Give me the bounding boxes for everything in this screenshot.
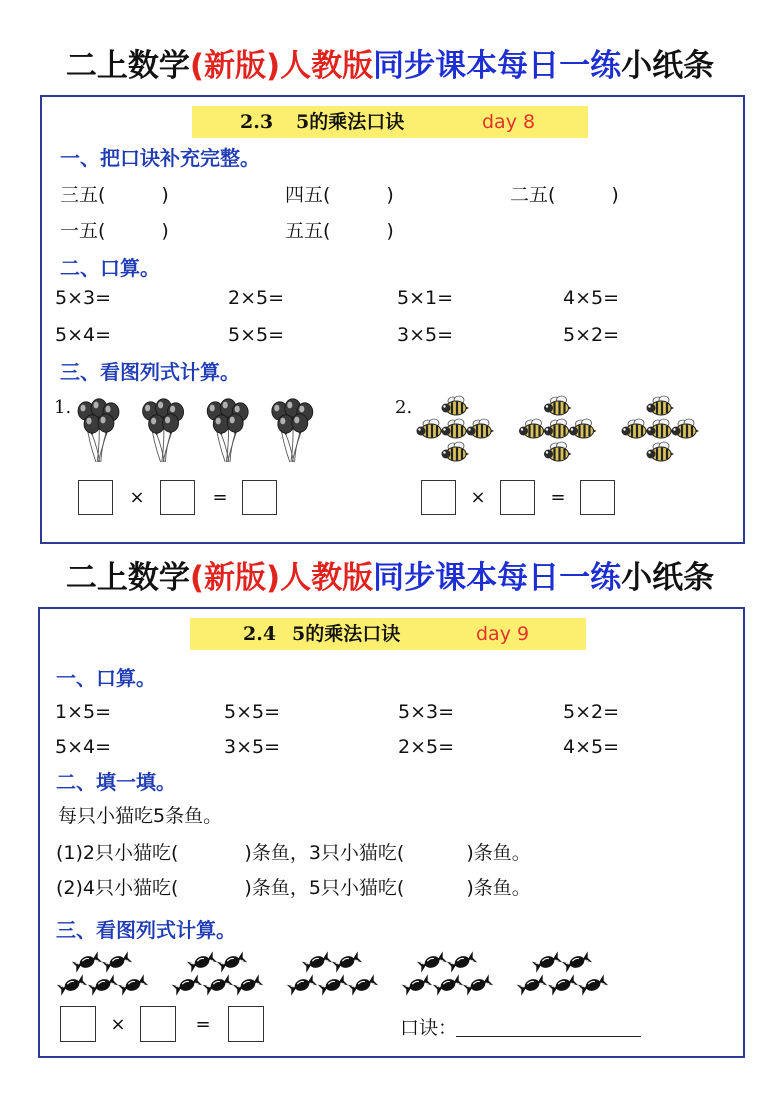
balloon (149, 415, 165, 435)
mental-math-item: 5×4= (55, 324, 112, 346)
balloon-bunch-icon (272, 399, 313, 462)
balloon-string (230, 433, 235, 462)
candy-group (172, 951, 263, 996)
rhyme-prompt: 五五( (285, 220, 331, 242)
close-paren: ) (386, 220, 394, 242)
section-heading-picture-problems: 三、看图列式计算。 (56, 918, 236, 942)
balloon-string (295, 433, 300, 462)
rhyme-prompt: 四五( (285, 184, 331, 206)
answer-blank[interactable] (105, 186, 161, 206)
answer-box-factor-1[interactable] (421, 480, 456, 515)
balloon (292, 414, 308, 434)
candy-icon (287, 974, 317, 996)
bee-icon (647, 396, 675, 415)
title-series: 同步课本每日一练 (373, 48, 622, 84)
candy-icon (578, 974, 608, 996)
candy-icon (417, 951, 447, 973)
balloon-picture-svg (74, 398, 320, 464)
rhyme-label: 口诀： (400, 1017, 458, 1039)
answer-blank[interactable] (404, 879, 466, 899)
bee-icon (647, 419, 675, 438)
sentence-text: (2)4只小猫吃( (56, 877, 179, 899)
bee-icon (442, 396, 470, 415)
page-title (0, 558, 780, 598)
rhyme-prompt: 一五( (60, 220, 106, 242)
balloon-string (101, 433, 106, 462)
answer-blank[interactable] (555, 186, 611, 206)
lesson-banner (190, 618, 586, 650)
bee-icon (442, 419, 470, 438)
candy-icon (433, 974, 463, 996)
equals-sign: = (195, 1014, 211, 1035)
mental-math-item: 2×5= (228, 287, 285, 309)
candy-icon (302, 951, 332, 973)
candy-icon (72, 951, 102, 973)
section-heading-mental-math: 一、口算。 (56, 666, 156, 690)
candy-picture (56, 950, 656, 1000)
times-sign: × (110, 1014, 126, 1035)
mental-math-item: 3×5= (397, 324, 454, 346)
title-suffix: 小纸条 (621, 560, 715, 596)
candy-picture-svg (56, 950, 656, 1000)
balloon-picture (74, 398, 320, 464)
section-heading-picture-problems: 三、看图列式计算。 (60, 360, 240, 384)
candy-icon (332, 951, 362, 973)
bee-icon (519, 419, 547, 438)
title-edition: (新版)人教版 (189, 48, 374, 84)
close-paren: ) (611, 184, 619, 206)
rhyme-item (60, 182, 169, 208)
candy-group (287, 951, 378, 996)
candy-icon (548, 974, 578, 996)
answer-blank[interactable] (178, 879, 244, 899)
candy-icon (233, 974, 263, 996)
lesson-banner (192, 106, 588, 138)
rhyme-item (60, 218, 169, 244)
bee-picture-svg (412, 396, 702, 466)
rhyme-item (510, 182, 619, 208)
mental-math-item: 4×5= (563, 736, 620, 758)
candy-icon (57, 974, 87, 996)
mental-math-item: 2×5= (398, 736, 455, 758)
balloon (213, 415, 229, 435)
bee-icon (442, 442, 470, 461)
section-heading-mental-math: 二、口算。 (60, 256, 160, 280)
section-heading-fill-in: 二、填一填。 (56, 770, 176, 794)
bee-icon (417, 419, 445, 438)
bee-icon (544, 396, 572, 415)
candy-icon (102, 951, 132, 973)
answer-blank[interactable] (330, 186, 386, 206)
bee-icon (467, 419, 495, 438)
rhyme-item (285, 182, 394, 208)
answer-blank[interactable] (404, 844, 466, 864)
balloon-bunch-icon (78, 399, 119, 462)
title-suffix: 小纸条 (621, 48, 715, 84)
candy-icon (118, 974, 148, 996)
times-sign: × (129, 487, 145, 508)
lesson-number: 2.3 (240, 111, 274, 133)
candy-icon (187, 951, 217, 973)
balloon (278, 415, 294, 435)
sentence-text: )条鱼。 (466, 842, 531, 864)
title-grade-subject: 二上数学 (65, 48, 190, 84)
candy-group (57, 951, 148, 996)
close-paren: ) (161, 184, 169, 206)
mental-math-item: 1×5= (55, 701, 112, 723)
title-edition: (新版)人教版 (189, 560, 374, 596)
balloon-string (165, 433, 170, 462)
candy-icon (217, 951, 247, 973)
bee-group (519, 396, 597, 461)
mental-math-item: 5×2= (563, 701, 620, 723)
equals-sign: = (212, 487, 228, 508)
mental-math-item: 3×5= (224, 736, 281, 758)
close-paren: ) (386, 184, 394, 206)
fill-in-prompt: 每只小猫吃5条鱼。 (58, 805, 223, 827)
bee-group (622, 396, 700, 461)
candy-icon (562, 951, 592, 973)
balloon (227, 414, 243, 434)
answer-box-factor-1[interactable] (78, 480, 113, 515)
balloon (163, 414, 179, 434)
answer-box-product[interactable] (228, 1006, 264, 1042)
mental-math-item: 5×5= (224, 701, 281, 723)
candy-icon (463, 974, 493, 996)
rhyme-prompt: 二五( (510, 184, 556, 206)
candy-icon (348, 974, 378, 996)
bee-icon (569, 419, 597, 438)
candy-icon (318, 974, 348, 996)
balloon-bunch-icon (207, 399, 248, 462)
day-label: day 9 (476, 623, 530, 645)
mental-math-item: 5×2= (563, 324, 620, 346)
bee-picture (412, 396, 702, 466)
section-heading-complete-rhyme: 一、把口诀补充完整。 (60, 146, 260, 170)
balloon (98, 414, 114, 434)
fill-in-sentence (56, 840, 531, 866)
bee-icon (647, 442, 675, 461)
answer-box-factor-2[interactable] (140, 1006, 176, 1042)
mental-math-item: 4×5= (563, 287, 620, 309)
mental-math-item: 5×4= (55, 736, 112, 758)
sentence-text: (1)2只小猫吃( (56, 842, 179, 864)
mental-math-item: 5×3= (55, 287, 112, 309)
rhyme-item (285, 218, 394, 244)
mental-math-item: 5×1= (397, 287, 454, 309)
title-series: 同步课本每日一练 (373, 560, 622, 596)
candy-icon (402, 974, 432, 996)
problem-number: 1. (54, 397, 72, 418)
candy-icon (517, 974, 547, 996)
equals-sign: = (550, 487, 566, 508)
candy-group (517, 951, 608, 996)
answer-blank[interactable] (330, 222, 386, 242)
balloon-bunch-icon (143, 399, 184, 462)
mental-math-item: 5×5= (228, 324, 285, 346)
bee-icon (622, 419, 650, 438)
answer-box-factor-2[interactable] (160, 480, 195, 515)
sentence-text: )条鱼，3只小猫吃( (244, 842, 405, 864)
candy-icon (532, 951, 562, 973)
day-label: day 8 (482, 111, 536, 133)
sentence-text: )条鱼，5只小猫吃( (244, 877, 405, 899)
page-title (0, 46, 780, 86)
answer-box-product[interactable] (242, 480, 277, 515)
close-paren: ) (161, 220, 169, 242)
lesson-topic: 5的乘法口诀 (296, 111, 405, 133)
title-grade-subject: 二上数学 (65, 560, 190, 596)
bee-icon (544, 419, 572, 438)
fill-in-sentence (56, 875, 531, 901)
rhyme-prompt: 三五( (60, 184, 106, 206)
candy-icon (447, 951, 477, 973)
candy-icon (88, 974, 118, 996)
candy-group (402, 951, 493, 996)
bee-icon (544, 442, 572, 461)
lesson-topic: 5的乘法口诀 (292, 623, 401, 645)
answer-box-product[interactable] (580, 480, 615, 515)
bee-group (417, 396, 495, 461)
sentence-text: )条鱼。 (466, 877, 531, 899)
answer-blank[interactable] (178, 844, 244, 864)
candy-icon (203, 974, 233, 996)
candy-icon (172, 974, 202, 996)
answer-blank[interactable] (105, 222, 161, 242)
times-sign: × (470, 487, 486, 508)
bee-icon (672, 419, 700, 438)
balloon (84, 415, 100, 435)
problem-number: 2. (395, 397, 413, 418)
answer-box-factor-1[interactable] (60, 1006, 96, 1042)
answer-box-factor-2[interactable] (500, 480, 535, 515)
lesson-number: 2.4 (243, 623, 277, 645)
mental-math-item: 5×3= (398, 701, 455, 723)
rhyme-answer-line[interactable] (456, 1036, 641, 1037)
